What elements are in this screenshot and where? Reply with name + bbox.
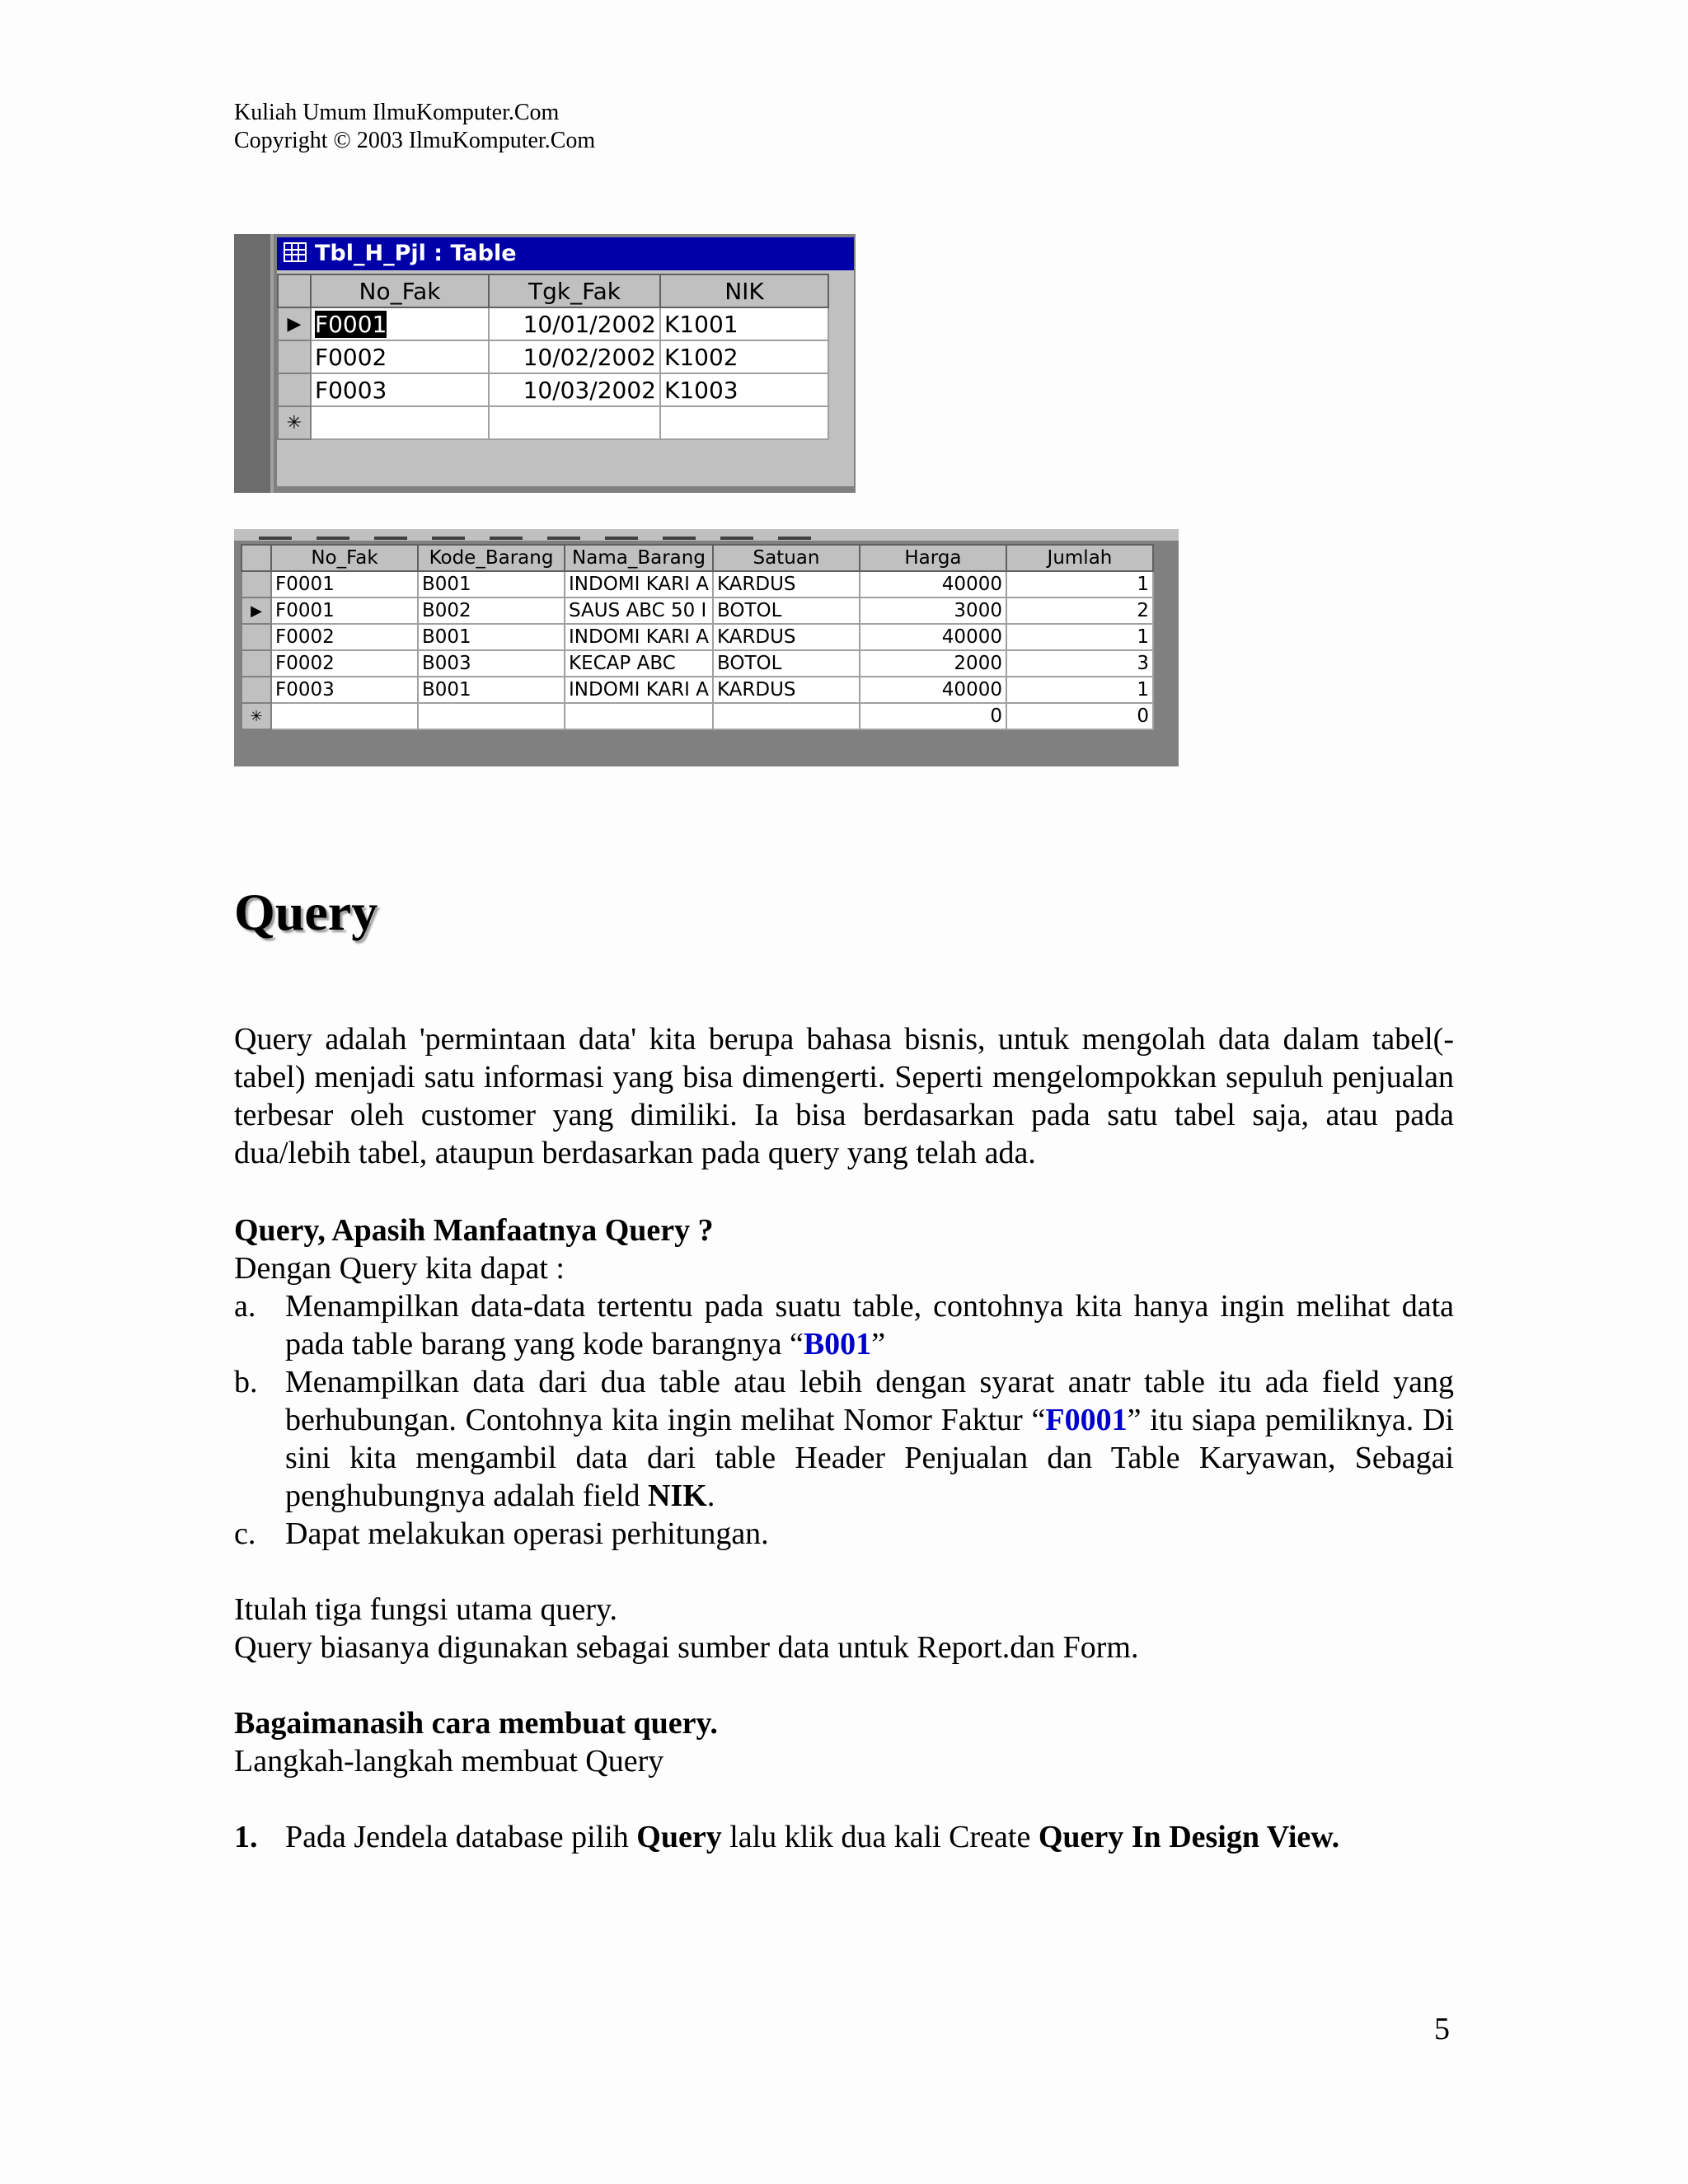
cell-satuan[interactable]: KARDUS xyxy=(713,571,860,598)
menu-item[interactable] xyxy=(490,537,523,540)
table-row xyxy=(241,571,1153,598)
cell-tgk-fak[interactable]: 10/03/2002 xyxy=(489,373,660,406)
menu-item[interactable] xyxy=(374,537,407,540)
cell-no-fak[interactable]: F0001 xyxy=(271,571,418,598)
menu-item[interactable] xyxy=(663,537,696,540)
cell-tgk-fak[interactable]: 10/01/2002 xyxy=(489,307,660,340)
cell-no-fak[interactable] xyxy=(311,406,489,439)
window-left-bar xyxy=(234,234,274,493)
list-item: b. Menampilkan data dari dua table atau lebih dengan syarat anatr table itu ada field yang berhubungan. Contohnya kita ingin melihat Nomor Faktur “F0001” itu siapa pemiliknya. Di sini kita mengambil data dari table Header Penjualan dan Table Karyawan, Sebagai penghubungnya adalah field NIK. xyxy=(234,1365,1454,1513)
row-selector[interactable] xyxy=(278,373,311,406)
column-header-kode-barang[interactable]: Kode_Barang xyxy=(418,545,565,571)
cell-harga[interactable]: 0 xyxy=(860,703,1006,729)
cell-satuan[interactable] xyxy=(713,703,860,729)
new-record-row xyxy=(241,703,1153,729)
window-title-bar[interactable] xyxy=(277,237,854,270)
summary-line-2: Query biasanya digunakan sebagai sumber data untuk Report.dan Form. xyxy=(234,1630,1139,1665)
header-row xyxy=(278,274,828,307)
table-row xyxy=(241,677,1153,703)
section-lead-manfaat: Dengan Query kita dapat : xyxy=(234,1251,565,1286)
cell-harga[interactable]: 40000 xyxy=(860,571,1006,598)
cell-satuan[interactable]: KARDUS xyxy=(713,624,860,650)
column-header-nama-barang[interactable]: Nama_Barang xyxy=(565,545,713,571)
cell-nama-barang[interactable] xyxy=(565,703,713,729)
cell-kode-barang[interactable]: B001 xyxy=(418,571,565,598)
cell-jumlah[interactable]: 1 xyxy=(1006,677,1153,703)
cell-kode-barang[interactable]: B001 xyxy=(418,677,565,703)
cell-kode-barang[interactable]: B002 xyxy=(418,598,565,624)
cell-no-fak[interactable]: F0003 xyxy=(271,677,418,703)
row-selector[interactable] xyxy=(241,624,271,650)
cell-no-fak[interactable]: F0001 xyxy=(311,307,489,340)
row-selector[interactable] xyxy=(241,571,271,598)
cell-harga[interactable]: 3000 xyxy=(860,598,1006,624)
current-record-icon[interactable]: ▶ xyxy=(241,598,271,624)
cell-no-fak[interactable]: F0003 xyxy=(311,373,489,406)
new-record-icon[interactable]: ✳ xyxy=(278,406,311,439)
code-b001: B001 xyxy=(803,1327,872,1361)
cell-jumlah[interactable]: 2 xyxy=(1006,598,1153,624)
page-header xyxy=(234,99,595,155)
menu-item[interactable] xyxy=(605,537,638,540)
cell-satuan[interactable]: BOTOL xyxy=(713,598,860,624)
list-item: c. Dapat melakukan operasi perhitungan. xyxy=(234,1516,769,1551)
row-selector-header[interactable] xyxy=(241,545,271,571)
section-lead-cara: Langkah-langkah membuat Query xyxy=(234,1744,664,1779)
column-header-jumlah[interactable]: Jumlah xyxy=(1006,545,1153,571)
cell-nama-barang[interactable]: SAUS ABC 50 I xyxy=(565,598,713,624)
list-label: b. xyxy=(234,1365,258,1399)
cell-jumlah[interactable]: 1 xyxy=(1006,624,1153,650)
cell-nik[interactable]: K1003 xyxy=(660,373,828,406)
column-header-nik[interactable]: NIK xyxy=(660,274,828,307)
table-icon xyxy=(284,242,307,262)
column-header-satuan[interactable]: Satuan xyxy=(713,545,860,571)
cell-no-fak[interactable]: F0002 xyxy=(311,340,489,373)
header-line-2: Copyright © 2003 IlmuKomputer.Com xyxy=(234,128,596,153)
intro-paragraph: Query adalah 'permintaan data' kita berupa bahasa bisnis, untuk mengolah data dalam tabel(-tabel) menjadi satu informasi yang bisa dimengerti. Seperti mengelompokkan sepuluh penjualan terbesar oleh customer yang dimiliki. Ia bisa berdasarkan pada satu tabel saja, atau pada dua/lebih tabel, ataupun berdasarkan pada query yang telah ada. xyxy=(234,1022,1454,1170)
page-number: 5 xyxy=(1434,2012,1450,2046)
table-window-tbl-h-pjl xyxy=(234,234,856,493)
cell-no-fak[interactable] xyxy=(271,703,418,729)
datasheet-tbl-h-pjl xyxy=(277,274,829,440)
cell-kode-barang[interactable]: B003 xyxy=(418,650,565,677)
menu-item[interactable] xyxy=(778,537,811,540)
header-line-1: Kuliah Umum IlmuKomputer.Com xyxy=(234,100,560,125)
new-record-icon[interactable]: ✳ xyxy=(241,703,271,729)
table-row xyxy=(241,598,1153,624)
datasheet-detail xyxy=(241,544,1154,730)
table-row xyxy=(241,650,1153,677)
table-row xyxy=(278,307,828,340)
table-window-detail xyxy=(234,529,1179,766)
cell-nama-barang[interactable]: INDOMI KARI A xyxy=(565,624,713,650)
list-label: a. xyxy=(234,1289,256,1324)
cell-nik[interactable]: K1002 xyxy=(660,340,828,373)
menu-item[interactable] xyxy=(259,537,292,540)
cell-jumlah[interactable]: 3 xyxy=(1006,650,1153,677)
current-record-icon[interactable]: ▶ xyxy=(278,307,311,340)
cell-kode-barang[interactable] xyxy=(418,703,565,729)
new-record-row xyxy=(278,406,828,439)
window-title: Tbl_H_Pjl : Table xyxy=(315,241,517,266)
row-selector[interactable] xyxy=(278,340,311,373)
summary-line-1: Itulah tiga fungsi utama query. xyxy=(234,1592,618,1627)
header-row xyxy=(241,545,1153,571)
row-selector[interactable] xyxy=(241,677,271,703)
cell-nik[interactable]: K1001 xyxy=(660,307,828,340)
cell-harga[interactable]: 40000 xyxy=(860,677,1006,703)
cell-jumlah[interactable]: 1 xyxy=(1006,571,1153,598)
row-selector[interactable] xyxy=(241,650,271,677)
menu-item[interactable] xyxy=(316,537,349,540)
list-item: a. Menampilkan data-data tertentu pada suatu table, contohnya kita hanya ingin melihat data pada table barang yang kode barangnya “B001” xyxy=(234,1289,1454,1361)
cell-no-fak[interactable]: F0002 xyxy=(271,624,418,650)
cell-nama-barang[interactable]: KECAP ABC xyxy=(565,650,713,677)
step-item: 1. Pada Jendela database pilih Query lalu klik dua kali Create Query In Design View. xyxy=(234,1820,1340,1854)
cell-satuan[interactable]: KARDUS xyxy=(713,677,860,703)
menu-item[interactable] xyxy=(547,537,580,540)
section-title-cara: Bagaimanasih cara membuat query. xyxy=(234,1706,718,1741)
cell-tgk-fak[interactable] xyxy=(489,406,660,439)
cell-satuan[interactable]: BOTOL xyxy=(713,650,860,677)
column-header-tgk-fak[interactable]: Tgk_Fak xyxy=(489,274,660,307)
field-nik: NIK xyxy=(648,1479,707,1513)
menu-bar xyxy=(234,529,1179,541)
menu-item[interactable] xyxy=(720,537,753,540)
cell-no-fak[interactable]: F0002 xyxy=(271,650,418,677)
table-row xyxy=(278,373,828,406)
table-row xyxy=(278,340,828,373)
column-header-harga[interactable]: Harga xyxy=(860,545,1006,571)
cell-nama-barang[interactable]: INDOMI KARI A xyxy=(565,677,713,703)
cell-nama-barang[interactable]: INDOMI KARI A xyxy=(565,571,713,598)
cell-nik[interactable] xyxy=(660,406,828,439)
cell-kode-barang[interactable]: B001 xyxy=(418,624,565,650)
step-label: 1. xyxy=(234,1820,258,1854)
cell-tgk-fak[interactable]: 10/02/2002 xyxy=(489,340,660,373)
cell-harga[interactable]: 2000 xyxy=(860,650,1006,677)
row-selector-header[interactable] xyxy=(278,274,311,307)
list-label: c. xyxy=(234,1516,256,1551)
table-frame xyxy=(277,237,854,486)
column-header-no-fak[interactable]: No_Fak xyxy=(311,274,489,307)
code-f0001: F0001 xyxy=(1045,1403,1128,1437)
cell-no-fak[interactable]: F0001 xyxy=(271,598,418,624)
cell-jumlah[interactable]: 0 xyxy=(1006,703,1153,729)
section-heading-query: Query xyxy=(234,883,378,941)
menu-item[interactable] xyxy=(432,537,465,540)
column-header-no-fak[interactable]: No_Fak xyxy=(271,545,418,571)
section-title-manfaat: Query, Apasih Manfaatnya Query ? xyxy=(234,1213,714,1248)
cell-harga[interactable]: 40000 xyxy=(860,624,1006,650)
table-row xyxy=(241,624,1153,650)
